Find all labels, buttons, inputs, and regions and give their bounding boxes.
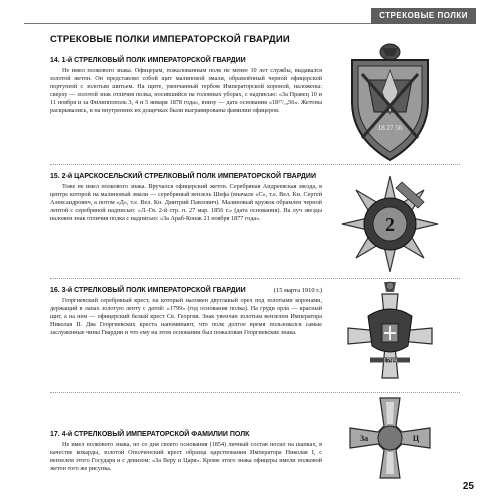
- entry-heading-row: [50, 286, 322, 295]
- entry-heading: 17. 4-й СТРЕЛКОВЫЙ ИМПЕРАТОРСКОЙ ФАМИЛИИ ПОЛК: [50, 431, 250, 438]
- entry-16: [50, 286, 322, 337]
- entry-17: [50, 430, 322, 473]
- divider: [50, 164, 460, 165]
- section-tab: СТРЕКОВЫЕ ПОЛКИ: [371, 8, 476, 24]
- entry-15: [50, 172, 322, 223]
- entry-body: Не имел полкового знака. Офицерам, пожалованным полк не менее 10 лет службы, выдавался золотой жетон. Он представлял собой щит малиновой эмали, обрамлённый черной офицерской портупеей с золотым шитьем. На щите, увенчанный гербом Императорской короной, наложены: сверху — золотой знак отличия полка, носившийся на головных уборах, с надписью: «За Правец 10 и 11 ноября и за Филиппополь 3, 4 и 5 января 1878 года», внизу — дата основания «18²⁷/₁₉56». Жетоны раскрывались, и на внутренних их дощечках были выгравированы фамилии офицеров.: [50, 67, 322, 115]
- cross-badge-year: 1799: [383, 357, 397, 365]
- militia-cross-badge-icon: [346, 394, 434, 482]
- entry-14: [50, 56, 322, 116]
- militia-badge-right: Ц: [412, 434, 420, 443]
- entry-body: Тоже не имел полкового знака. Вручался офицерский жетон. Серебряная Андреевская звезда, в центре которой на малиновый эмали — серебряный вензель Шефа (вначале «С», т.е. Вел. Кн. Сергей Александрович, а потом «Д», т.е. Вел. Кн. Дмитрий Павлович). Малиновый кружок обрамлен черной лентой с серебряной надписью: «Л.-Гв. 2-й стр. п. 27 мар. 1856 г.» (дата основания). На луч звезды наложен знак отличия полка с надписью: «За Араб-Конак 21 ноября 1877 года».: [50, 183, 322, 223]
- star-badge-icon: [338, 172, 442, 276]
- shield-badge-icon: [338, 40, 442, 164]
- militia-badge-left: За: [359, 434, 369, 443]
- entry-heading: 15. 2-й ЦАРСКОСЕЛЬСКИЙ СТРЕЛКОВЫЙ ПОЛК ИМПЕРАТОРСКОЙ ГВАРДИИ: [50, 173, 316, 180]
- page-title: СТРЕКОВЫЕ ПОЛКИ ИМПЕРАТОРСКОЙ ГВАРДИИ: [50, 34, 290, 45]
- entry-body: Не имел полкового знака, но со дня своего основания (1854) личный состав носил на шапках, в качестве кокарды, золотой Ополченский крест образца царствования Императора Николая I, с вензелем этого Государя и с девизом: «За Веру и Царя». Кроме этого знака офицеры имели полковой жетон того же рисунка.: [50, 441, 322, 473]
- cross-eagle-badge-icon: [340, 278, 440, 386]
- divider: [50, 392, 460, 393]
- entry-heading: 16. 3-й СТРЕЛКОВЫЙ ПОЛК ИМПЕРАТОРСКОЙ ГВАРДИИ: [50, 287, 246, 294]
- star-badge-numeral: 2: [385, 214, 395, 236]
- entry-date: (15 марта 1910 г.): [273, 287, 322, 294]
- entry-heading: 14. 1-й СТРЕЛКОВЫЙ ПОЛК ИМПЕРАТОРСКОЙ ГВАРДИИ: [50, 57, 246, 64]
- entry-body: Георгиевский серебряный крест, на который наложен двуглавый орел под золотыми коронами, держащий в лапах золотую ленту с датой: «1799» (год основания полка). На груди орла — красный щит, а на нем — офицерский белый крест Св. Георгия. Знак увенчан золотым вензелем Императора Николая II. Два Георгиевских креста напоминают, что полк долгое время пользовался самые заслуженные чины Гвардии и что ему на этом основании был пожалован Георгиевские знака.: [50, 297, 322, 337]
- shield-badge-year: 18 27 56: [377, 124, 403, 132]
- running-header: [24, 8, 476, 24]
- page-number: 25: [462, 481, 474, 492]
